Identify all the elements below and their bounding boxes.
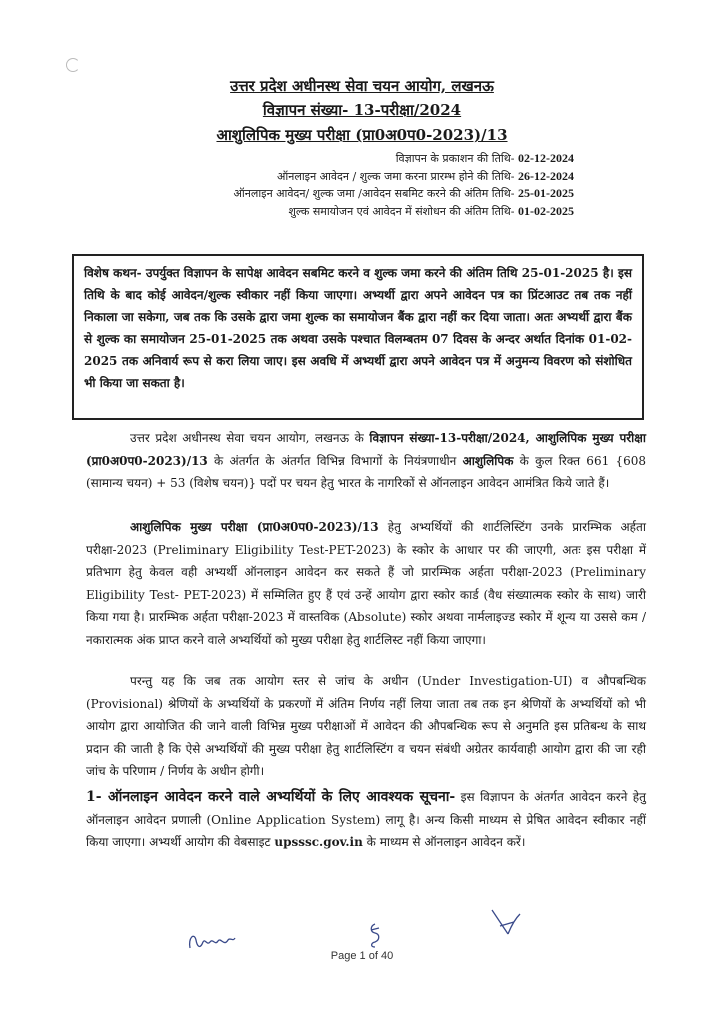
scan-mark bbox=[66, 58, 80, 72]
provisional-paragraph: परन्तु यह कि जब तक आयोग स्तर से जांच के अधीन (Under Investigation-UI) व औपबन्धिक (Provisional) श्रेणियों के अभ्यर्थियों के प्रकरणों में अंतिम निर्णय नहीं लिया जाता तब तक इन श्रेणियों के अभ्यर्थियों को भी आयोग द्वारा आयोजित की जाने वाली विभिन्न मुख्य परीक्षाओं में आवेदन की औपबन्धिक रूप से अनुमति इस प्रतिबन्ध के साथ प्रदान की जाती है कि ऐसे अभ्यर्थियों की मुख्य परीक्षा हेतु शार्टलिस्टिंग व चयन संबंधी अग्रेतर कार्यवाही आयोग द्वारा की जा रही जांच के परिणाम / निर्णय के अधीन होगी। bbox=[86, 674, 646, 778]
date-row: ऑनलाइन आवेदन / शुल्क जमा करना प्रारम्भ होने की तिथि- 26-12-2024 bbox=[277, 168, 574, 183]
important-dates bbox=[134, 150, 574, 220]
eligibility-paragraph: आशुलिपिक मुख्य परीक्षा (प्रा0अ0प0-2023)/13 हेतु अभ्यर्थियों की शार्टलिस्टिंग उनके प्रारम्भिक अर्हता परीक्षा-2023 (Preliminary Eligibility Test-PET-2023) के स्कोर के आधार पर की जाएगी, अतः इस परीक्षा में प्रतिभाग हेतु केवल वही अभ्यर्थी ऑनलाइन आवेदन कर सकते हैं जो प्रारम्भिक अर्हता परीक्षा-2023 (Preliminary Eligibility Test- PET-2023) में सम्मिलित हुए हैं एवं उन्हें आयोग द्वारा स्कोर कार्ड (वैध संख्यात्मक स्कोर के साथ) जारी किया गया है। प्रारम्भिक अर्हता परीक्षा-2023 में वास्तविक (Absolute) स्कोर अथवा नार्मलाइज्ड स्कोर में शून्य या उससे कम / नकारात्मक अंक प्राप्त करने वाले अभ्यर्थियों को मुख्य परीक्षा हेतु शार्टलिस्ट नहीं किया जाएगा। bbox=[86, 520, 646, 647]
page-number: Page 1 of 40 bbox=[330, 950, 394, 962]
exam-title: आशुलिपिक मुख्य परीक्षा (प्रा0अ0प0-2023)/13 bbox=[216, 126, 508, 144]
intro-paragraph: उत्तर प्रदेश अधीनस्थ सेवा चयन आयोग, लखनऊ के विज्ञापन संख्या-13-परीक्षा/2024, आशुलिपिक मुख्य परीक्षा (प्रा0अ0प0-2023)/13 के अंतर्गत के अंतर्गत विभिन्न विभागों के नियंत्रणाधीन आशुलिपिक के कुल रिक्त 661 {608 (सामान्य चयन) + 53 (विशेष चयन)} पदों पर चयन हेतु भारत के नागरिकों से ऑनलाइन आवेदन आमंत्रित किये जाते हैं। bbox=[86, 431, 647, 490]
section-1: 1- ऑनलाइन आवेदन करने वाले अभ्यर्थियों के लिए आवश्यक सूचना- इस विज्ञापन के अंतर्गत आवेदन करने हेतु ऑनलाइन आवेदन प्रणाली (Online Application System) लागू है। अन्य किसी माध्यम से प्रेषित आवेदन स्वीकार नहीं किया जाएगा। अभ्यर्थी आयोग की वेबसाइट upsssc.gov.in के माध्यम से ऑनलाइन आवेदन करें। bbox=[86, 789, 647, 849]
section-1-heading: 1- ऑनलाइन आवेदन करने वाले अभ्यर्थियों के लिए आवश्यक सूचना- bbox=[86, 789, 456, 805]
signature-initial bbox=[366, 920, 384, 950]
commission-title: उत्तर प्रदेश अधीनस्थ सेवा चयन आयोग, लखनऊ bbox=[230, 77, 494, 95]
advertisement-number: विज्ञापन संख्या- 13-परीक्षा/2024 bbox=[262, 101, 462, 119]
signature-mark bbox=[486, 904, 526, 944]
special-notice-box: विशेष कथन- उपर्युक्त विज्ञापन के सापेक्ष आवेदन सबमिट करने व शुल्क जमा करने की अंतिम तिथि 25-01-2025 है। इस तिथि के बाद कोई आवेदन/शुल्क स्वीकार नहीं किया जाएगा। अभ्यर्थी द्वारा अपने आवेदन पत्र का प्रिंटआउट तब तक नहीं निकाला जा सकेगा, जब तक कि उसके द्वारा जमा शुल्क का समायोजन बैंक द्वारा नहीं कर दिया जाता। अतः अभ्यर्थी द्वारा बैंक से शुल्क का समायोजन 25-01-2025 तक अथवा उसके पश्चात विलम्बतम 07 दिवस के अन्दर अर्थात दिनांक 01-02-2025 तक अनिवार्य रूप से करा लिया जाए। इस अवधि में अभ्यर्थी द्वारा अपने आवेदन पत्र में अनुमन्य विवरण को संशोधित भी किया जा सकता है। bbox=[72, 254, 644, 420]
date-row: शुल्क समायोजन एवं आवेदन में संशोधन की अंतिम तिथि- 01-02-2025 bbox=[288, 203, 574, 218]
date-row: ऑनलाइन आवेदन/ शुल्क जमा /आवेदन सबमिट करने की अंतिम तिथि- 25-01-2025 bbox=[233, 186, 574, 200]
website-link[interactable]: upsssc.gov.in bbox=[274, 835, 363, 849]
date-row: विज्ञापन के प्रकाशन की तिथि- 02-12-2024 bbox=[395, 151, 574, 165]
